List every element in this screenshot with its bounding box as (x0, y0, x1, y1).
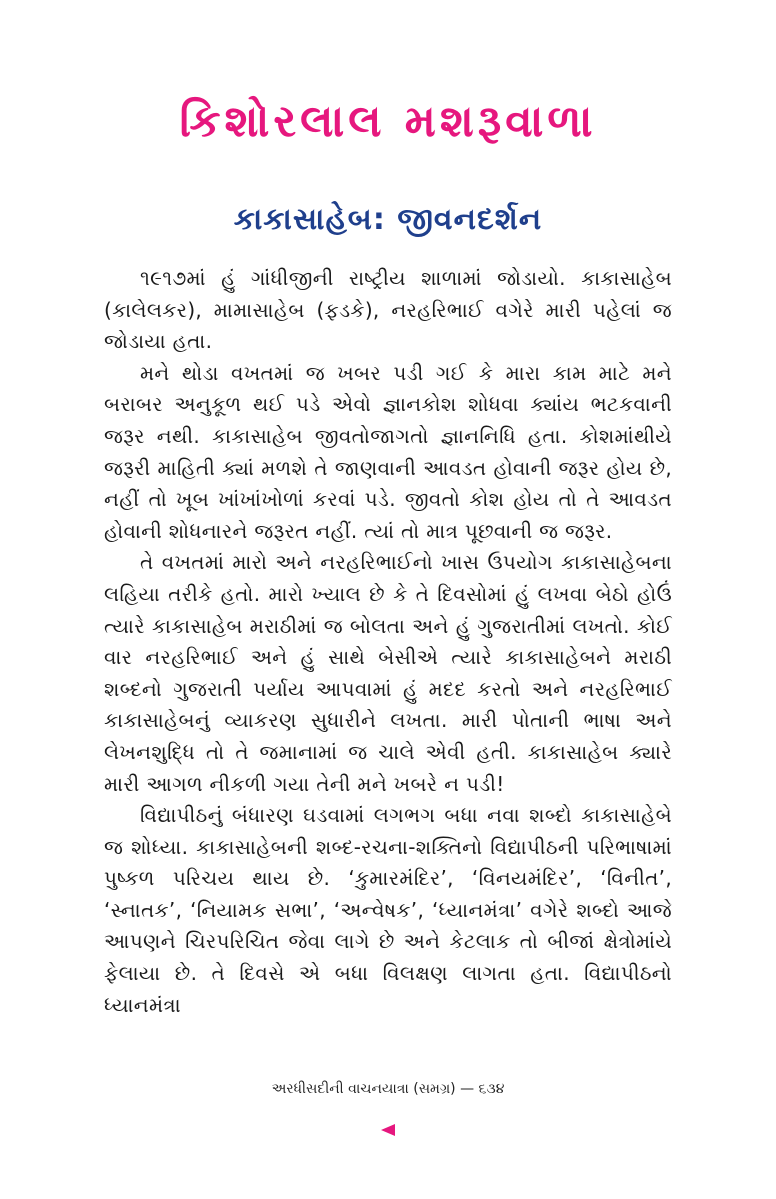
previous-page-button[interactable] (378, 1120, 398, 1140)
author-title: કિશોરલાલ મશરૂવાળા (179, 96, 597, 147)
paragraph-4: વિદ્યાપીઠનું બંધારણ ઘડવામાં લગભગ બધા નવા શબ્દો કાકાસાહેબે જ શોધ્યા. કાકાસાહેબની શબ્દ-રચના-શક્તિનો વિદ્યાપીઠની પરિભાષામાં પુષ્કળ પરિચય થાય છે. ‘કુમારમંદિર’, ‘વિનયમંદિર’, ‘વિનીત’, ‘સ્નાતક’, ‘નિયામક સભા’, ‘અન્વેષક’, ‘ધ્યાનમંત્રા’ વગેરે શબ્દો આજે આપણને ચિરપરિચિત જેવા લાગે છે અને કેટલાક તો બીજાં ક્ષેત્રોમાંયે ફેલાયા છે. તે દિવસે એ બધા વિલક્ષણ લાગતા હતા. વિદ્યાપીઠનો ધ્યાનમંત્રા (104, 803, 672, 1017)
paragraph-1: ૧૯૧૭માં હું ગાંધીજીની રાષ્ટ્રીય શાળામાં જોડાયો. કાકાસાહેબ (કાલેલકર), મામાસાહેબ (ફડકે), નરહરિભાઈ વગેરે મારી પહેલાં જ જોડાયા હતા. (104, 266, 672, 354)
chapter-heading: કાકાસાહેબ: જીવનદર્શન (233, 202, 543, 237)
paragraph-3: તે વખતમાં મારો અને નરહરિભાઈનો ખાસ ઉપયોગ કાકાસાહેબના લહિયા તરીકે હતો. મારો ખ્યાલ છે કે તે દિવસોમાં હું લખવા બેઠો હોઉં ત્યારે કાકાસાહેબ મરાઠીમાં જ બોલતા અને હું ગુજરાતીમાં લખતો. કોઈ વાર નરહરિભાઈ અને હું સાથે બેસીએ ત્યારે કાકાસાહેબને મરાઠી શબ્દનો ગુજરાતી પર્યાય આપવામાં હું મદદ કરતો અને નરહરિભાઈ કાકાસાહેબનું વ્યાકરણ સુધારીને લખતા. મારી પોતાની ભાષા અને લેખનશુદ્ધિ તો તે જમાનામાં જ ચાલે એવી હતી. કાકાસાહેબ ક્યારે મારી આગળ નીકળી ગયા તેની મને ખબરે ન પડી! (104, 550, 672, 796)
triangle-left-icon (380, 1123, 396, 1137)
paragraph-2: મને થોડા વખતમાં જ ખબર પડી ગઈ કે મારા કામ માટે મને બરાબર અનુકૂળ થઈ પડે એવો જ્ઞાનકોશ શોધવા ક્યાંય ભટકવાની જરૂર નથી. કાકાસાહેબ જીવતોજાગતો જ્ઞાનનિધિ હતા. કોશમાંથીયે જરૂરી માહિતી ક્યાં મળશે તે જાણવાની આવડત હોવાની જરૂર હોય છે, નહીં તો ખૂબ ખાંખાંખોળાં કરવાં પડે. જીવતો કોશ હોય તો તે આવડત હોવાની શોધનારને જરૂરત નહીં. ત્યાં તો માત્ર પૂછવાની જ જરૂર. (104, 360, 672, 543)
page-footer: અરધીસદીની વાચનયાત્રા (સમગ્ર) — ૬૩૪ (271, 1081, 505, 1097)
body-text (104, 263, 672, 1021)
